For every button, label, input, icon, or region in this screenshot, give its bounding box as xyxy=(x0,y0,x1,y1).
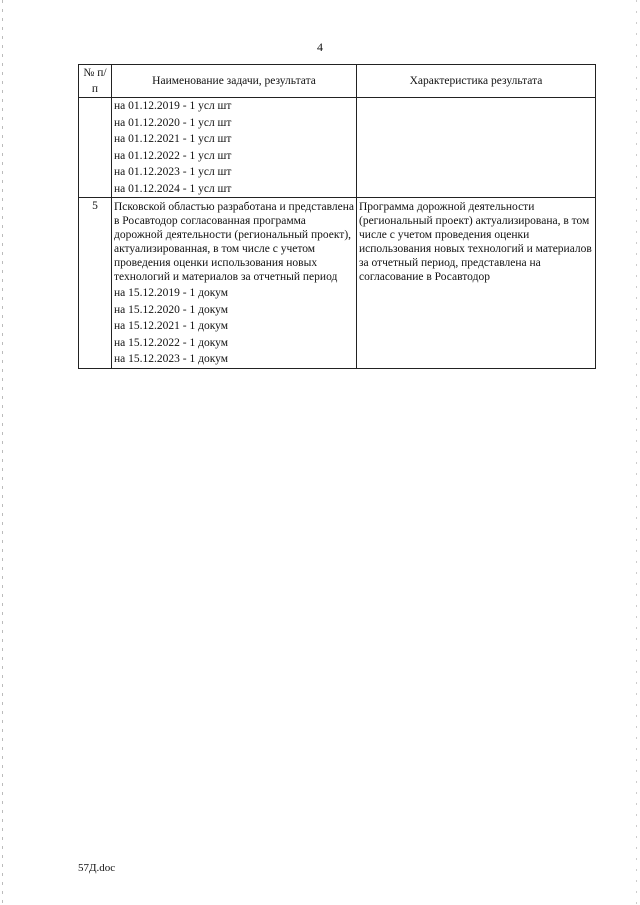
scan-edge-right xyxy=(636,0,637,905)
deadline-line: на 15.12.2022 - 1 докум xyxy=(114,336,228,349)
deadline-line: на 15.12.2019 - 1 докум xyxy=(114,287,228,299)
deadline-line: на 01.12.2021 - 1 усл шт xyxy=(114,133,232,145)
footer-filename: 57Д.doc xyxy=(78,862,116,874)
task-description: Псковской областью разработана и представлена в Росавтодор согласованная программа дорожной деятельности (региональный проект), актуализированная, в том числе с учетом проведения оценки использования новых технологий и материалов за отчетный период xyxy=(114,201,355,283)
deadline-line: на 01.12.2019 - 1 усл шт xyxy=(114,100,232,112)
header-num: № п/п xyxy=(79,65,112,98)
scan-edge-left xyxy=(2,0,3,905)
table-header-row xyxy=(79,65,596,98)
row-num-cell xyxy=(79,98,112,198)
result-cell xyxy=(357,98,596,198)
task-cell xyxy=(112,98,357,198)
page-number: 4 xyxy=(317,40,323,54)
deadline-line: на 01.12.2022 - 1 усл шт xyxy=(114,149,232,162)
deadline-line: на 01.12.2020 - 1 усл шт xyxy=(114,116,232,129)
header-task: Наименование задачи, результата xyxy=(112,65,357,98)
deadline-line: на 15.12.2021 - 1 докум xyxy=(114,320,228,332)
task-cell xyxy=(112,198,357,369)
deadline-line: на 01.12.2023 - 1 усл шт xyxy=(114,166,232,178)
table-row xyxy=(79,98,596,198)
results-table xyxy=(78,64,596,369)
deadline-line: на 15.12.2020 - 1 докум xyxy=(114,303,228,316)
result-description: Программа дорожной деятельности (региональный проект) актуализирована, в том числе с учетом проведения оценки использования новых технологий и материалов за отчетный период, представлена на согласование в Росавтодор xyxy=(359,201,592,283)
deadline-line: на 15.12.2023 - 1 докум xyxy=(114,353,228,365)
result-cell xyxy=(357,198,596,369)
table-row xyxy=(79,198,596,369)
header-result: Характеристика результата xyxy=(357,65,596,98)
row-num-cell: 5 xyxy=(79,198,112,369)
deadline-line: на 01.12.2024 - 1 усл шт xyxy=(114,182,232,195)
